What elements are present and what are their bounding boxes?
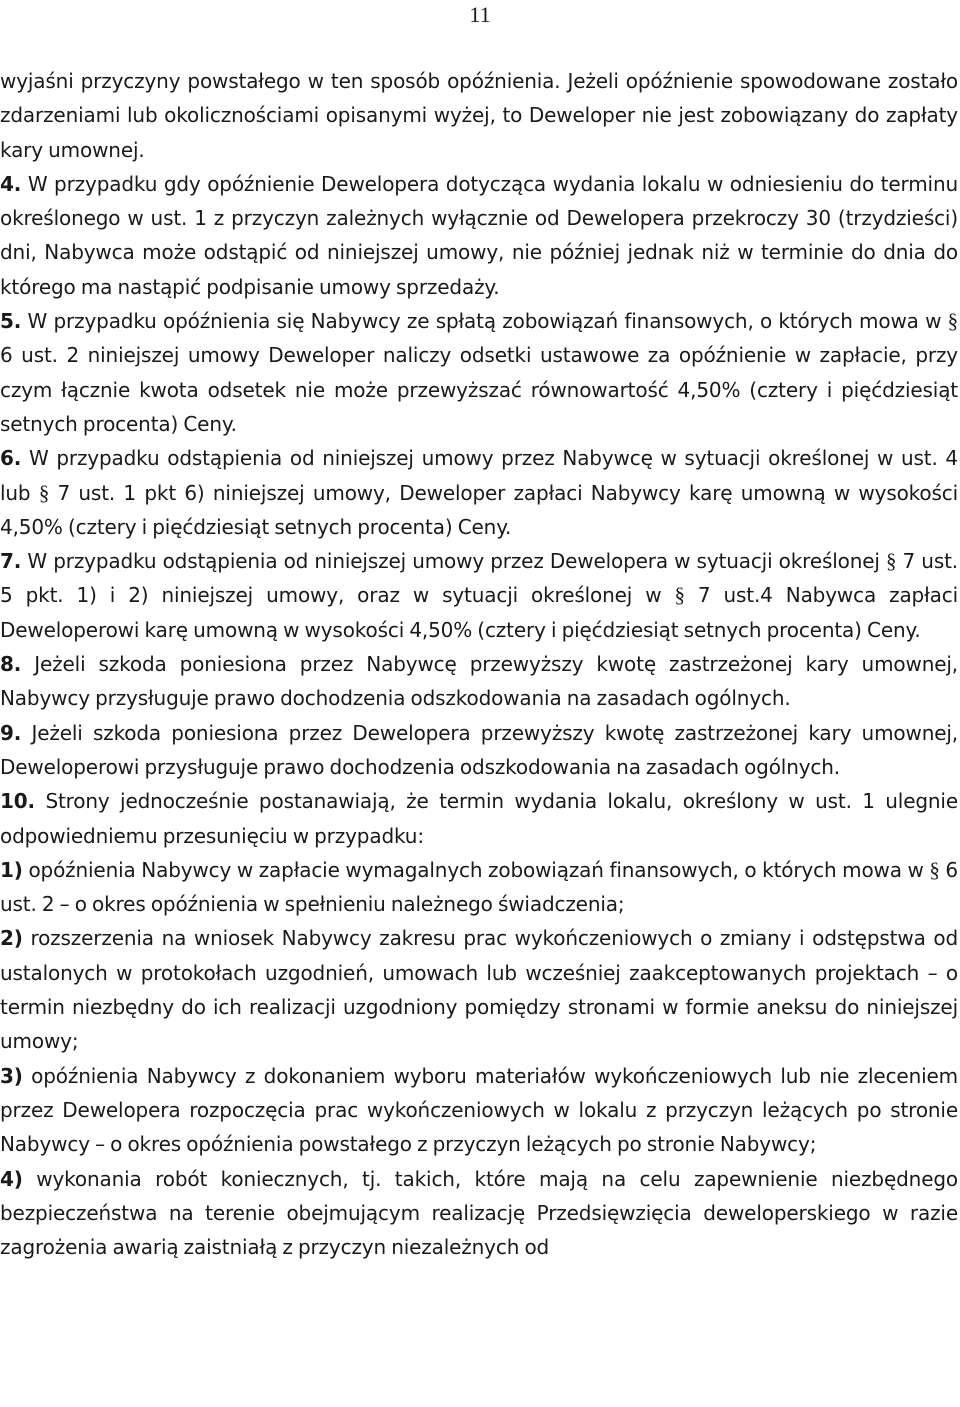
paragraph-4 [0, 167, 958, 304]
list-item-number: 4) [0, 1166, 23, 1191]
list-item-text: opóźnienia Nabywcy w zapłacie wymagalnych zobowiązań finansowych, o których mowa w § 6 ust. 2 – o okres opóźnienia w spełnieniu należnego świadczenia; [0, 857, 958, 917]
paragraph-text: W przypadku odstąpienia od niniejszej umowy przez Nabywcę w sytuacji określonej w ust. 4 lub § 7 ust. 1 pkt 6) niniejszej umowy, Deweloper zapłaci Nabywcy karę umowną w wysokości 4,50% (cztery i pięćdziesiąt setnych procenta) Ceny. [0, 446, 958, 539]
paragraph-5 [0, 304, 958, 441]
document-body [0, 64, 958, 1264]
list-item-text: opóźnienia Nabywcy z dokonaniem wyboru materiałów wykończeniowych lub nie zleceniem przez Dewelopera rozpoczęcia prac wykończeniowych w lokalu z przyczyn leżących po stronie Nabywcy – o okres opóźnienia powstałego z przyczyn leżących po stronie Nabywcy; [0, 1063, 958, 1157]
paragraph-9 [0, 716, 958, 785]
list-item-3 [0, 1059, 958, 1162]
list-item-text: wykonania robót koniecznych, tj. takich, które mają na celu zapewnienie niezbędnego bezpieczeństwa na terenie obejmującym realizację Przedsięwzięcia deweloperskiego w razie zagrożenia awarią zaistniałą z przyczyn niezależnych od [0, 1166, 958, 1260]
list-item-number: 3) [0, 1063, 23, 1088]
paragraph-number: 8. [0, 652, 22, 677]
page-number: 11 [469, 2, 491, 27]
paragraph-text: W przypadku opóźnienia się Nabywcy ze spłatą zobowiązań finansowych, o których mowa w § 6 ust. 2 niniejszej umowy Deweloper naliczy odsetki ustawowe za opóźnienie w zapłacie, przy czym łącznie kwota odsetek nie może przewyższać równowartość 4,50% (cztery i pięćdziesiąt setnych procenta) Ceny. [0, 309, 958, 436]
list-item-text: rozszerzenia na wniosek Nabywcy zakresu prac wykończeniowych o zmiany i odstępstwa od ustalonych w protokołach uzgodnień, umowach lub wcześniej zaakceptowanych projektach – o termin niezbędny do ich realizacji uzgodniony pomiędzy stronami w formie aneksu do niniejszej umowy; [0, 926, 958, 1054]
section-sign: § [929, 857, 940, 882]
paragraph-text: Strony jednocześnie postanawiają, że termin wydania lokalu, określony w ust. 1 ulegnie odpowiedniemu przesunięciu w przypadku: [0, 789, 958, 848]
list-item-2 [0, 921, 958, 1058]
list-item-number: 2) [0, 926, 23, 951]
paragraph-8 [0, 647, 958, 716]
paragraph-text: W przypadku odstąpienia od niniejszej umowy przez Dewelopera w sytuacji określonej § 7 ust. 5 pkt. 1) i 2) niniejszej umowy, oraz w sytuacji określonej w § 7 ust.4 Nabywca zapłaci Deweloperowi karę umowną w wysokości 4,50% (cztery i pięćdziesiąt setnych procenta) Ceny. [0, 549, 958, 642]
paragraph-number: 5. [0, 309, 22, 334]
paragraph-number: 4. [0, 171, 22, 196]
section-sign: § [886, 549, 897, 574]
paragraph-number: 10. [0, 789, 35, 814]
list-item-1 [0, 853, 958, 922]
list-item-4 [0, 1162, 958, 1265]
paragraph-text: Jeżeli szkoda poniesiona przez Dewelopera przewyższy kwotę zastrzeżonej kary umownej, Deweloperowi przysługuje prawo dochodzenia odszkodowania na zasadach ogólnych. [0, 720, 958, 779]
paragraph-number: 6. [0, 446, 22, 471]
paragraph-number: 7. [0, 549, 22, 574]
section-sign: § [38, 480, 50, 505]
paragraph-7 [0, 544, 958, 647]
paragraph-continuation [0, 64, 958, 167]
list-item-number: 1) [0, 857, 23, 882]
paragraph-number: 9. [0, 720, 22, 745]
paragraph-10 [0, 784, 958, 853]
paragraph-text: W przypadku gdy opóźnienie Dewelopera dotycząca wydania lokalu w odniesieniu do terminu określonego w ust. 1 z przyczyn zależnych wyłącznie od Dewelopera przekroczy 30 (trzydzieści) dni, Nabywca może odstąpić od niniejszej umowy, nie później jednak niż w terminie do dnia do którego ma nastąpić podpisanie umowy sprzedaży. [0, 171, 958, 299]
paragraph-text: Jeżeli szkoda poniesiona przez Nabywcę przewyższy kwotę zastrzeżonej kary umownej, Nabywcy przysługuje prawo dochodzenia odszkodowania na zasadach ogólnych. [0, 652, 958, 711]
section-sign: § [674, 583, 685, 608]
section-sign: § [947, 309, 958, 334]
paragraph-6 [0, 441, 958, 544]
paragraph-text: wyjaśni przyczyny powstałego w ten sposób opóźnienia. Jeżeli opóźnienie spowodowane zostało zdarzeniami lub okolicznościami opisanymi wyżej, to Deweloper nie jest zobowiązany do zapłaty kary umownej. [0, 69, 958, 162]
